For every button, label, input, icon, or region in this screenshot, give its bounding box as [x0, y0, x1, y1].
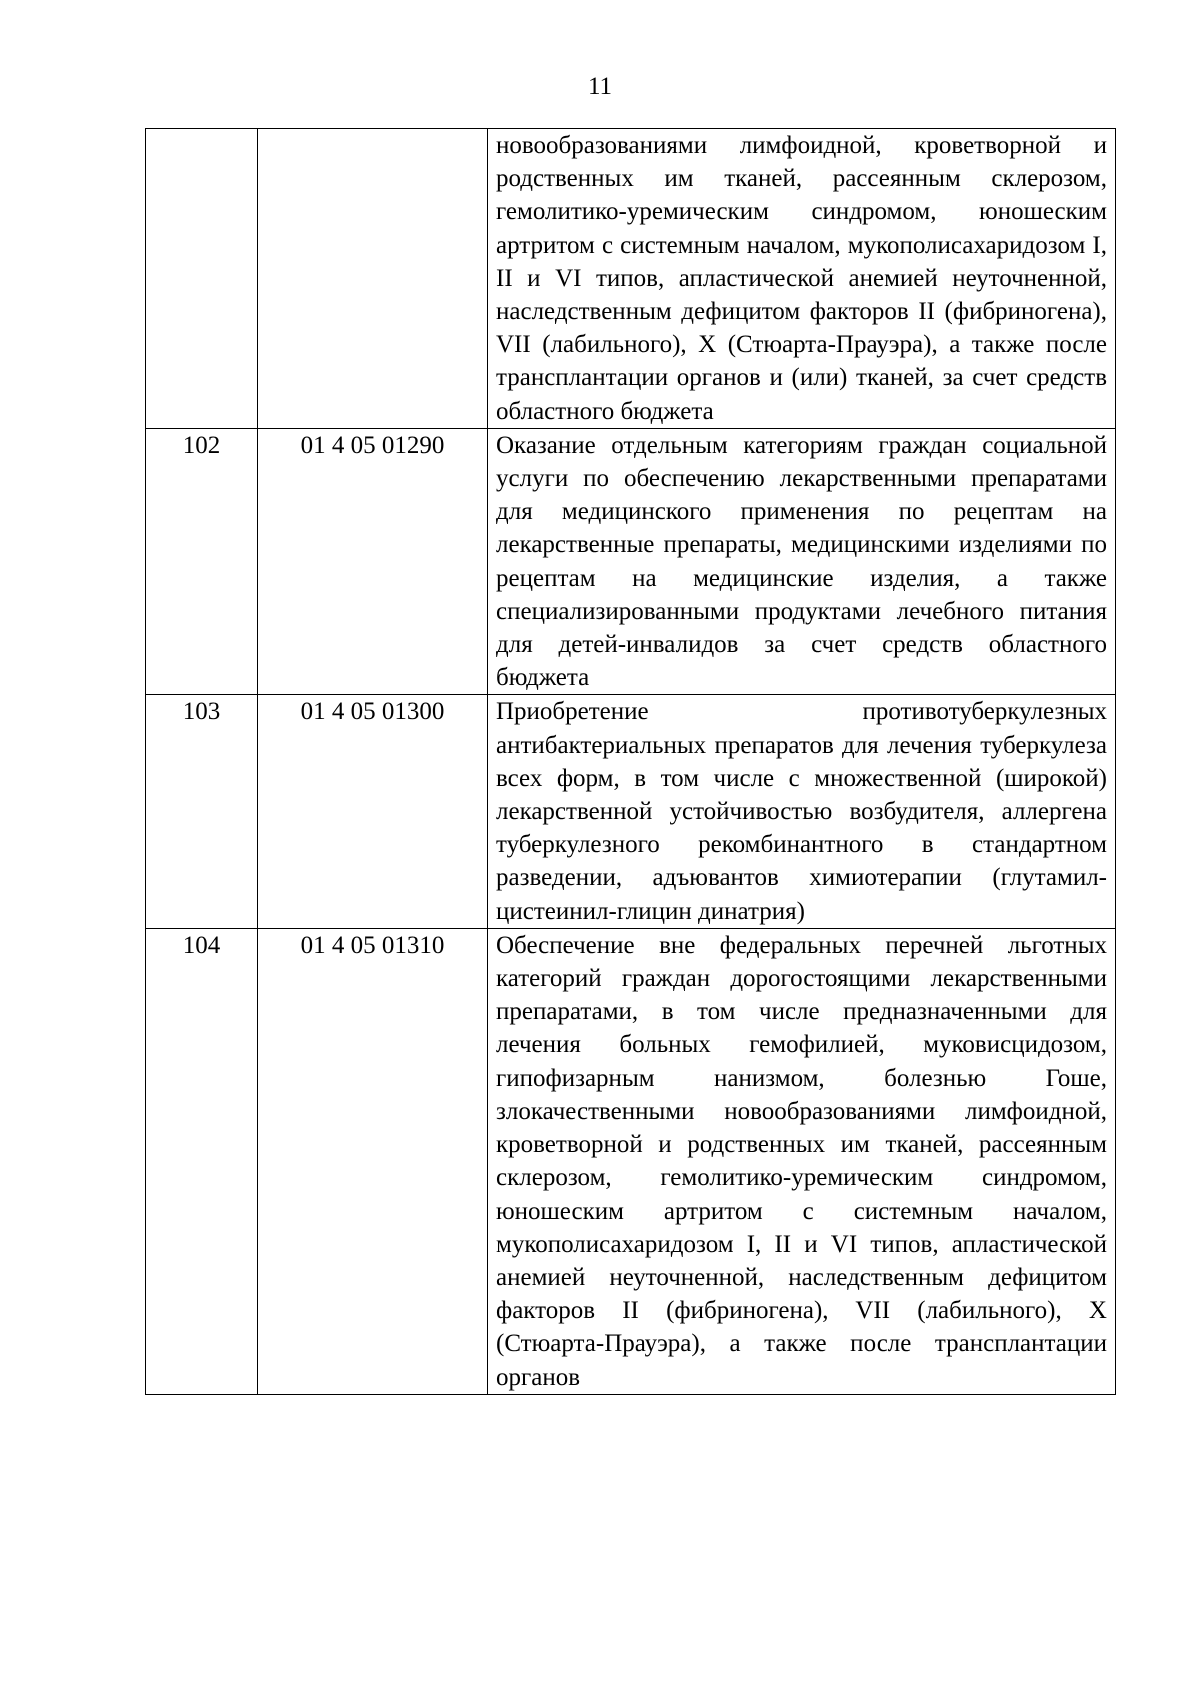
page-number: 11 [587, 73, 613, 100]
table-row [146, 928, 1116, 1394]
budget-classification-table [145, 128, 1116, 1395]
table-row [146, 129, 1116, 429]
description-text: новообразованиями лимфоидной, кроветворной и родственных им тканей, рассеянным склерозом, гемолитико-уремическим синдромом, юношеским артритом с системным началом, мукополисахаридозом I, II и VI типов, апластической анемией неуточненной, наследственным дефицитом факторов II (фибриногена), VII (лабильного), X (Стюарта-Прауэра), а также после трансплантации органов и (или) тканей, за счет средств областного бюджета [496, 132, 1107, 425]
budget-code-cell: 01 4 05 01310 [258, 928, 488, 1394]
table-row [146, 695, 1116, 928]
budget-code-cell: 01 4 05 01300 [258, 695, 488, 928]
description-cell [488, 129, 1116, 429]
description-cell [488, 695, 1116, 928]
row-number-cell: 103 [146, 695, 258, 928]
description-text: Обеспечение вне федеральных перечней льготных категорий граждан дорогостоящими лекарственными препаратами, в том числе предназначенными для лечения больных гемофилией, муковисцидозом, гипофизарным нанизмом, болезнью Гоше, злокачественными новообразованиями лимфоидной, кроветворной и родственных им тканей, рассеянным склерозом, гемолитико-уремическим синдромом, юношеским артритом с системным началом, мукополисахаридозом I, II и VI типов, апластической анемией неуточненной, наследственным дефицитом факторов II (фибриногена), VII (лабильного), X (Стюарта-Прауэра), а также после трансплантации органов [496, 931, 1107, 1391]
budget-code-cell [258, 129, 488, 429]
description-cell [488, 928, 1116, 1394]
table-row [146, 428, 1116, 695]
description-text: Приобретение противотуберкулезных антибактериальных препаратов для лечения туберкулеза всех форм, в том числе с множественной (широкой) лекарственной устойчивостью возбудителя, аллергена туберкулезного рекомбинантного в стандартном разведении, адъювантов химиотерапии (глутамил-цистеинил-глицин динатрия) [496, 698, 1107, 925]
budget-code-cell: 01 4 05 01290 [258, 428, 488, 695]
row-number-cell: 104 [146, 928, 258, 1394]
row-number-cell [146, 129, 258, 429]
description-cell [488, 428, 1116, 695]
description-text: Оказание отдельным категориям граждан социальной услуги по обеспечению лекарственными препаратами для медицинского применения по рецептам на лекарственные препараты, медицинскими изделиями по рецептам на медицинские изделия, а также специализированными продуктами лечебного питания для детей-инвалидов за счет средств областного бюджета [496, 431, 1107, 692]
row-number-cell: 102 [146, 428, 258, 695]
